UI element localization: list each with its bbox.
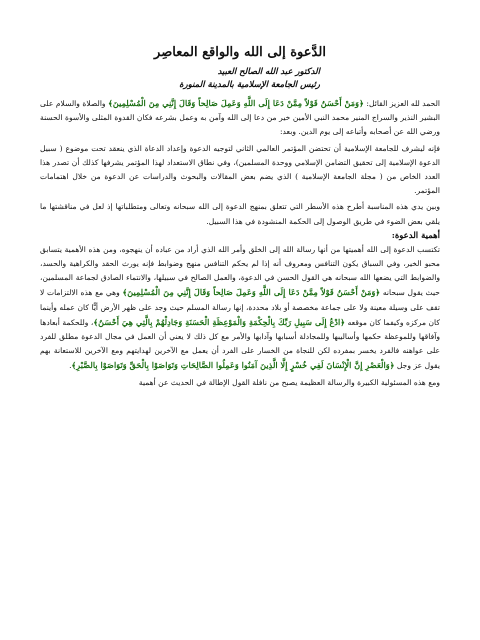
quran-verse: ﴿وَمَنْ أَحْسَنُ قَوْلاً مِمَّنْ دَعَا إِلَى اللَّهِ وَعَمِلَ صَالِحاً وَقَالَ إِنَّنِي مِنَ الْمُسْلِمِينَ﴾ <box>122 287 381 298</box>
paragraph-conference: فإنه ليشرف للجامعة الإسلامية أن تحتضن المؤتمر العالمي الثاني لتوجيه الدعوة وإعداد الدعاة الذي ينعقد تحت موضوع ( سبيل الدعوة الإسلامية إلى تحقيق التضامن الإسلامي ووحدة المسلمين)، وفي نطاق الاستعداد لهذا المؤتمر يشرفها كذلك أن تصدر هذا العدد الخاص من ( مجلة الجامعة الإسلامية ) الذي يضم بعض المقالات والبحوث والدراسات عن الدعوة من خلال اهتمامات المؤتمر. <box>40 143 440 196</box>
opening-text: الحمد لله العزيز القائل: <box>363 99 440 108</box>
paragraph-intro: وبين يدي هذه المناسبة أطرح هذه الأسطر التي تتعلق بمنهج الدعوة إلى الله سبحانه وتعالى ومتطلباتها إذ لعل في مناقشتها ما يلقي بعض الضوء في طريق الوصول إلى الحكمة المنشودة في هذا السبيل. <box>40 202 440 226</box>
author-name: الدكتور عبد الله الصالح العبيد <box>217 67 320 77</box>
quran-verse: ﴿وَمَنْ أَحْسَنُ قَوْلاً مِمَّنْ دَعَا إِلَى اللَّهِ وَعَمِلَ صَالِحاً وَقَالَ إِنَّنِي مِنَ الْمُسْلِمِينَ﴾ <box>108 98 364 108</box>
author-role: رئيس الجامعة الإسلامية بالمدينة المنورة <box>179 80 320 90</box>
opening-text-cont: والصلاة والسلام على البشير النذير والسراج المنير محمد النبي الأمين خير من دعا إلى الله وآمن به وعمل بشرعه فكان القدوة المثلى والأسوة الحسنة ورضي الله عن أصحابه وأتباعه إلى يوم الدين. وبعد: <box>40 99 440 137</box>
paragraph-opening <box>40 96 440 140</box>
importance-text-cont: وهي مع هذه الالتزامات لا تقف على وسيلة معينة ولا على جماعة مخصصة أو بلاد محددة، إنها رسالة المسلم حيث وجد على ظهر الأرض أيًّا كان عمله وأينما كان مركزه وكيفما كان موقعه <box>40 288 440 327</box>
paragraph-importance <box>40 243 440 374</box>
quran-verse: ﴿وَالْعَصْرِ إِنَّ الْإِنْسَانَ لَفِي خُسْرٍ إِلَّا الَّذِينَ آمَنُوا وَعَمِلُوا الصَّالِحَاتِ وَتَوَاصَوْا بِالْحَقِّ وَتَوَاصَوْا بِالصَّبْرِ﴾ <box>71 360 395 371</box>
importance-text-end: . <box>69 361 72 371</box>
paragraph-closing: ومع هذه المسئولية الكبيرة والرسالة العظيمة يصبح من نافلة القول الإطالة في الحديث عن أهمية <box>138 377 440 387</box>
importance-text: تكتسب الدعوة إلى الله أهميتها من أنها رسالة الله إلى الخلق وأمر الله الذي أراد من عباده أن ينهجوه، ومن هذه الأهمية يتسابق محبو الخير، وفي السباق يكون التنافس ومعروف أنه إذا لم يحكم التنافس منهج وضوابط فإنه يورث الحقد والكراهية والحسد، والضوابط التي يضعها الله سبحانه هي القول الحسن في الدعوة، والعمل الصالح في سبيلها، والانتماء الصادق لجماعة المسلمين، حيث يقول سبحانه <box>40 244 441 298</box>
importance-text-cont: ، وللحكمة أبعادها وآفاقها وللموعظة حكمها وأساليبها وللمجادلة أسبابها وآدابها والأمر مع كل ذلك لا يعني أن العمل في مجال الدعوة مطلق للفرد على عواهنه فالفرد يخسر بمفرده لكن للنجاة من الخسار على الفرد أن يعمل مع الآخرين لهدايتهم ومع الآخرين للاستعانة بهم يقول عز وجل <box>40 317 440 371</box>
author-block <box>40 66 440 91</box>
quran-verse: ﴿ادْعُ إِلَى سَبِيلِ رَبِّكَ بِالْحِكْمَةِ وَالْمَوْعِظَةِ الْحَسَنَةِ وَجَادِلْهُمْ بِالَّتِي هِيَ أَحْسَنُ﴾ <box>93 316 346 327</box>
article-title: الدَّعوة إلى الله والواقع المعاصِر <box>154 45 326 60</box>
article-page <box>40 44 440 390</box>
section-heading: أهمية الدعوة: <box>391 230 440 241</box>
